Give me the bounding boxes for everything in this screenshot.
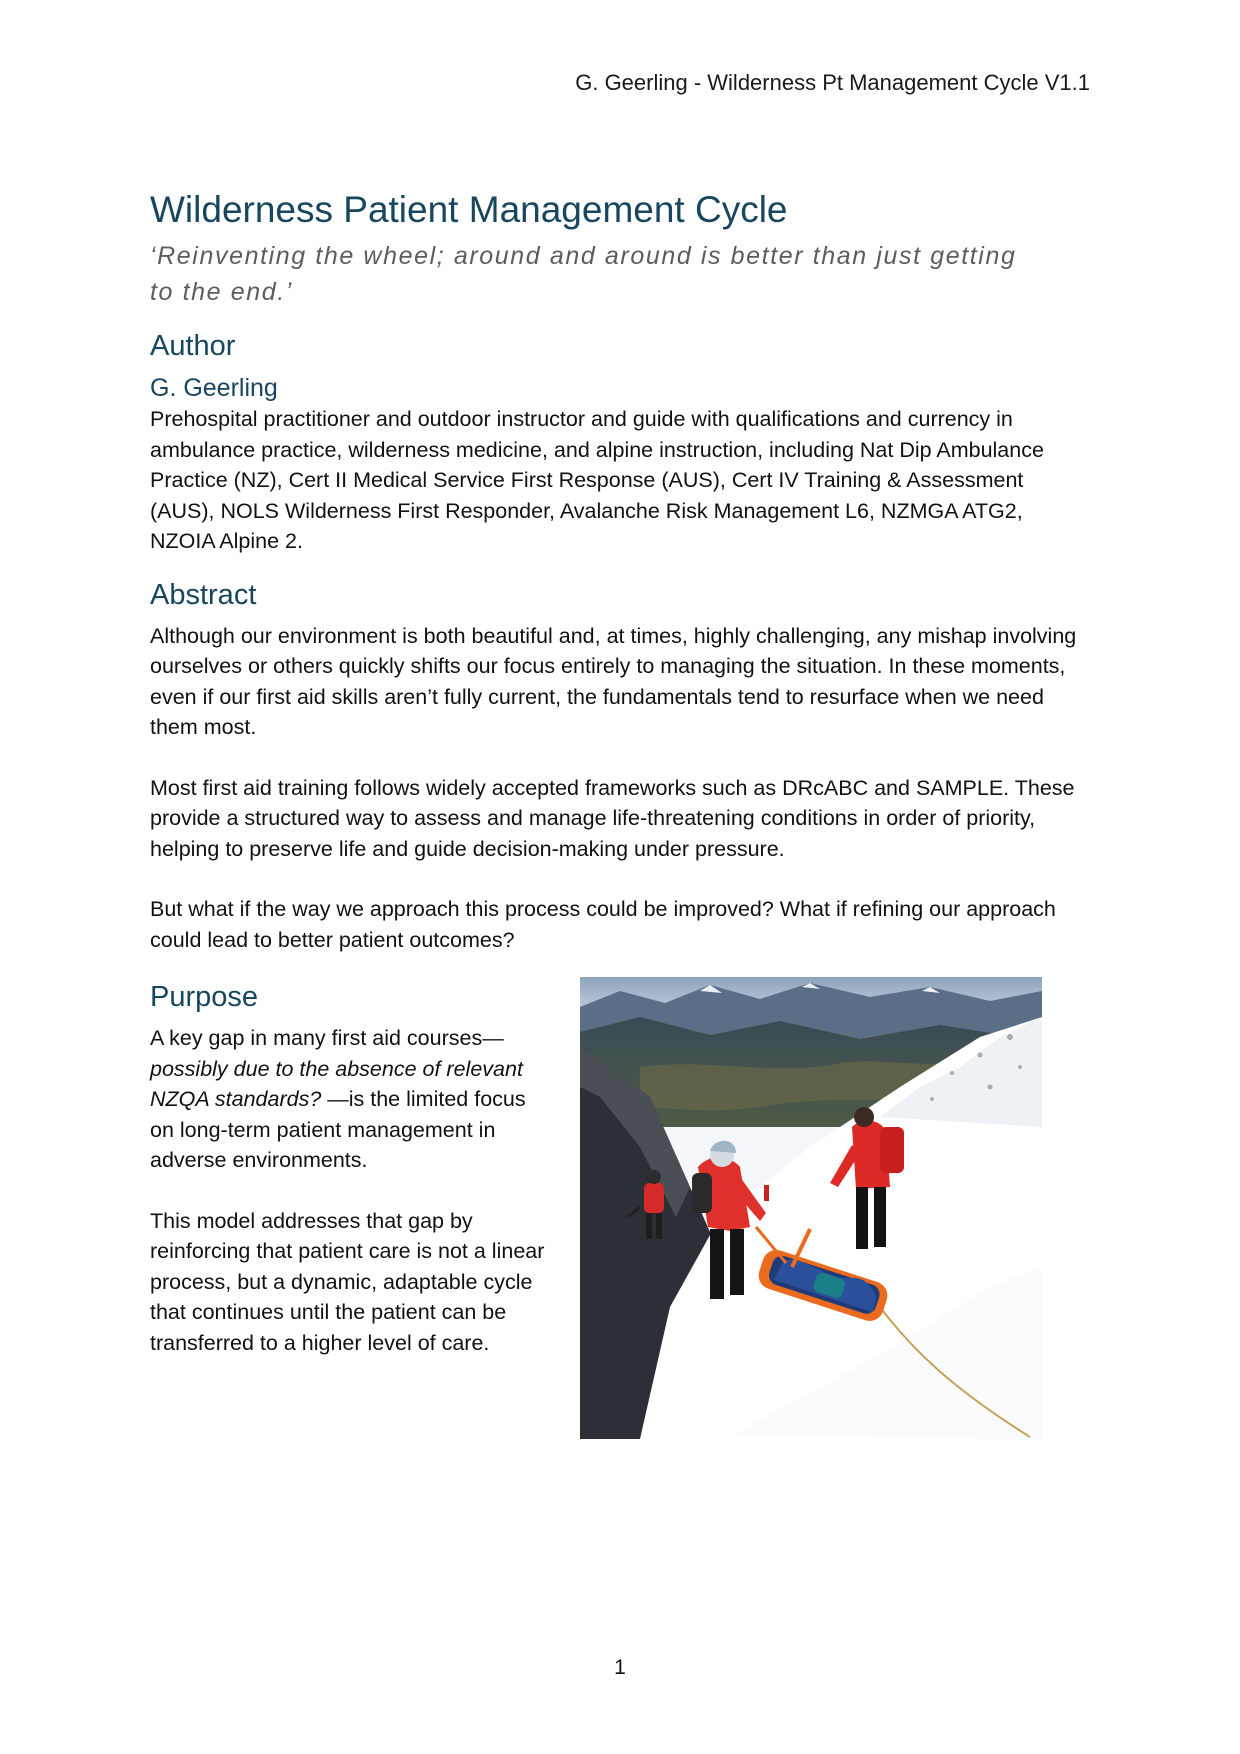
purpose-heading: Purpose: [150, 981, 259, 1013]
page-content: [150, 186, 1090, 1439]
page-number: 1: [614, 1656, 626, 1679]
author-heading: Author: [150, 330, 236, 362]
document-subtitle: ‘Reinventing the wheel; around and around is better than just getting to the end.’: [150, 242, 1017, 306]
abstract-paragraph-1: Although our environment is both beautiful and, at times, highly challenging, any mishap involving ourselves or others quickly shifts our focus entirely to managing the situation. In these moments, even if our first aid skills aren’t fully current, the fundamentals tend to resurface when we need them most.: [150, 623, 1077, 739]
purpose-paragraph-2: This model addresses that gap by reinforcing that patient care is not a linear process, but a dynamic, adaptable cycle that continues until the patient can be transferred to a higher level of care.: [150, 1208, 545, 1355]
purpose-text-column: [150, 977, 550, 1439]
purpose-p1-start: A key gap in many first aid courses—: [150, 1026, 504, 1050]
purpose-section: [150, 977, 1090, 1439]
purpose-p1-end: —is the limited focus on long-term patient management in adverse environments.: [150, 1087, 526, 1172]
purpose-paragraph-1: [150, 1023, 550, 1176]
alpine-rescue-photo: [580, 977, 1042, 1439]
author-bio: Prehospital practitioner and outdoor instructor and guide with qualifications and currency in ambulance practice, wilderness medicine, and alpine instruction, including Nat Dip Ambulance Practice (NZ), Cert II Medical Service First Response (AUS), Cert IV Training & Assessment (AUS), NOLS Wilderness First Responder, Avalanche Risk Management L6, NZMGA ATG2, NZOIA Alpine 2.: [150, 407, 1044, 553]
running-header: G. Geerling - Wilderness Pt Management Cycle V1.1: [575, 70, 1090, 95]
purpose-p1-italic: possibly due to the absence of relevant NZQA standards?: [150, 1056, 523, 1111]
abstract-heading: Abstract: [150, 578, 257, 611]
abstract-paragraph-3: But what if the way we approach this process could be improved? What if refining our approach could lead to better patient outcomes?: [150, 897, 1056, 952]
author-name: G. Geerling: [150, 374, 278, 402]
document-title: Wilderness Patient Management Cycle: [150, 189, 788, 230]
abstract-paragraph-2: Most first aid training follows widely accepted frameworks such as DRcABC and SAMPLE. These provide a structured way to assess and manage life-threatening conditions in order of priority, helping to preserve life and guide decision-making under pressure.: [150, 775, 1075, 861]
